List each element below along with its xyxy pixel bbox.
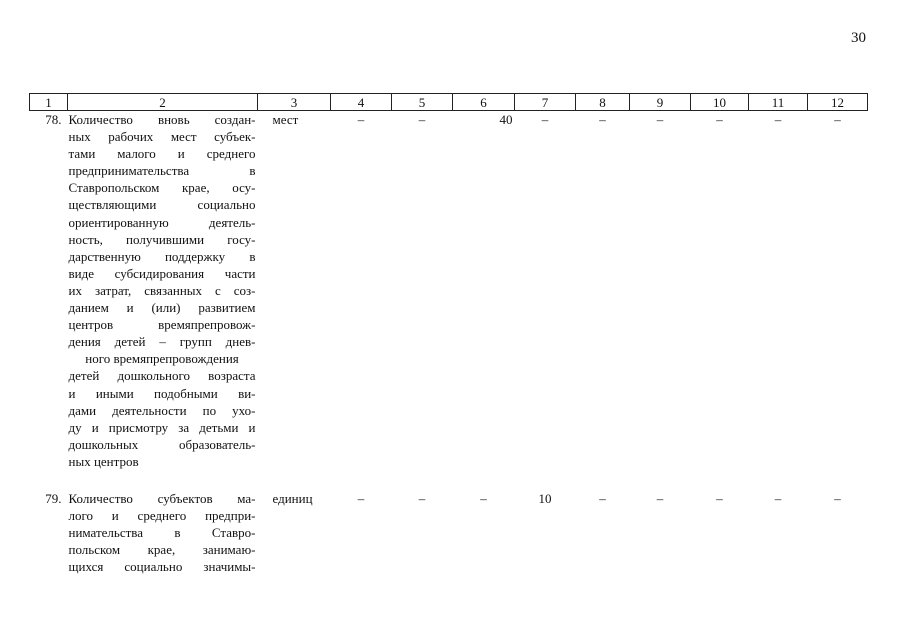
- value-cell: –: [418, 112, 426, 127]
- description-line: и иными подобными ви-: [68, 385, 256, 401]
- column-header: 9: [630, 94, 691, 111]
- description-line: данием и (или) развитием: [68, 300, 256, 316]
- value-cell: –: [541, 112, 549, 127]
- description-line: Ставропольском крае, осу-: [68, 180, 256, 196]
- value-cell: 10: [538, 490, 552, 506]
- description-line: ных рабочих мест субъек-: [68, 129, 256, 145]
- description-line: ду и присмотру за детьми и: [68, 419, 256, 435]
- description-line: ных центров: [68, 453, 139, 469]
- column-header: 1: [30, 94, 68, 111]
- value-cell: –: [656, 490, 664, 506]
- value-cell: –: [599, 112, 606, 127]
- column-header: 5: [392, 94, 453, 111]
- description-line: щихся социально значимы-: [68, 559, 256, 575]
- row-number: 79.: [45, 490, 62, 506]
- value-cell: –: [357, 112, 365, 127]
- description-line: дарственную поддержку в: [68, 248, 256, 264]
- indicator-description: [68, 111, 258, 470]
- indicators-table: [29, 93, 868, 575]
- description-line: дами деятельности по ухо-: [68, 402, 256, 418]
- column-header: 6: [453, 94, 515, 111]
- value-cell: –: [716, 112, 723, 127]
- description-line: Количество вновь создан-: [68, 112, 256, 127]
- description-line: Количество субъектов ма-: [68, 490, 256, 506]
- column-number-row: [30, 94, 868, 111]
- unit-cell: мест: [272, 112, 299, 127]
- value-cell: –: [774, 112, 782, 127]
- description-line: детей дошкольного возраста: [68, 368, 256, 384]
- table-row: [30, 490, 868, 575]
- description-line: дошкольных образователь-: [68, 436, 256, 452]
- value-cell: –: [716, 490, 723, 506]
- value-cell: –: [480, 490, 487, 506]
- description-line: их затрат, связанных с соз-: [68, 282, 256, 298]
- description-line: польском крае, занимаю-: [68, 542, 256, 558]
- description-line: ориентированную деятель-: [68, 214, 256, 230]
- value-cell: –: [774, 490, 782, 506]
- column-header: 3: [258, 94, 331, 111]
- column-header: 11: [749, 94, 808, 111]
- column-header: 12: [808, 94, 868, 111]
- column-header: 4: [331, 94, 392, 111]
- description-line: ществляющими социально: [68, 197, 256, 213]
- column-header: 8: [576, 94, 630, 111]
- column-header: 2: [68, 94, 258, 111]
- value-cell: 40: [499, 112, 513, 127]
- unit-cell: единиц: [272, 490, 313, 506]
- page-number: 30: [851, 30, 866, 46]
- row-number: 78.: [45, 112, 62, 127]
- table-row: [30, 111, 868, 470]
- column-header: 10: [691, 94, 749, 111]
- description-line: центров времяпрепровож-: [68, 317, 256, 333]
- value-cell: –: [834, 490, 841, 506]
- description-line: ность, получившими госу-: [68, 231, 256, 247]
- description-line: ного времяпрепровождения: [85, 351, 239, 367]
- description-line: дения детей – групп днев-: [68, 334, 256, 350]
- description-line: виде субсидирования части: [68, 265, 256, 281]
- indicator-description: [68, 490, 258, 575]
- description-line: тами малого и среднего: [68, 146, 256, 162]
- row-spacer: [30, 470, 868, 490]
- value-cell: –: [418, 490, 426, 506]
- description-line: лого и среднего предпри-: [68, 508, 256, 524]
- value-cell: –: [834, 112, 841, 127]
- value-cell: –: [656, 112, 664, 127]
- value-cell: –: [357, 490, 365, 506]
- column-header: 7: [515, 94, 576, 111]
- value-cell: –: [599, 490, 606, 506]
- description-line: нимательства в Ставро-: [68, 525, 256, 541]
- description-line: предпринимательства в: [68, 163, 256, 179]
